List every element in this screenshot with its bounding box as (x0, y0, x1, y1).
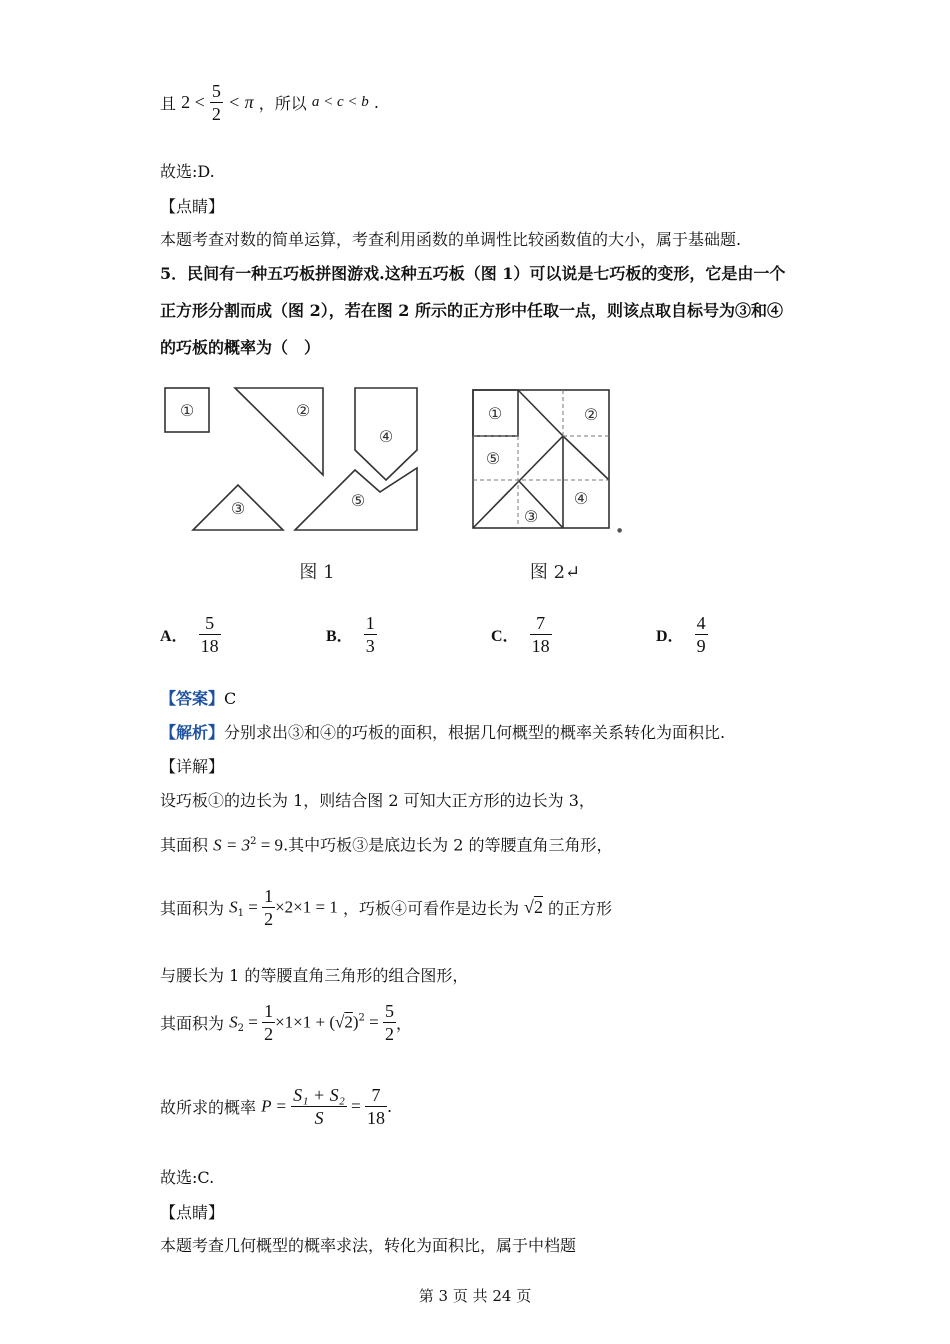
comment1-head: 【点睛】 (160, 197, 225, 216)
fig2-piece-2-edge (563, 436, 609, 480)
analysis-head: 【解析】 (160, 723, 225, 742)
sqrt-sign: √2 (524, 897, 543, 917)
option-a-fraction: $\frac{5}{18}$ (200, 613, 219, 656)
option-c[interactable] (491, 612, 552, 657)
comment1-text: 本题考查对数的简单运算，考查利用函数的单调性比较函数值的大小，属于基础题. (160, 230, 742, 249)
detail-line3: 其面积为 $S_1$ = $\frac{1}{2}$ ×2×1 = 1 ，巧板④可看作是边长为 √2 的正方形 (160, 886, 613, 929)
period: . (373, 93, 379, 112)
fig2-label-5: ⑤ (485, 449, 501, 468)
option-b[interactable] (326, 612, 377, 657)
detail-head: 【详解】 (160, 757, 225, 776)
answer-value: C (224, 689, 237, 708)
detail-line6: 故所求的概率 P = $\frac{\text{S₁ + S₂}}{S}$ = $\frac{7}{18}$ . (160, 1085, 393, 1128)
option-c-fraction: $\frac{7}{18}$ (531, 613, 550, 656)
tangram-figure (155, 380, 635, 590)
fig1-label-1: ① (179, 401, 195, 420)
final-answer: 故选:C. (160, 1168, 215, 1187)
fig2-label-4: ④ (573, 489, 589, 508)
comment2-text: 本题考查几何概型的概率求法，转化为面积比，属于中档题 (160, 1236, 577, 1255)
ineq-right: < π (227, 92, 254, 112)
option-a[interactable] (160, 612, 221, 657)
analysis-line (160, 723, 725, 743)
question-line3: 的巧板的概率为（ ） (160, 338, 321, 357)
detail-line5: 其面积为 $S_2$ = $\frac{1}{2}$ $\times 1\times 1 + (√2)^2$ = $\frac{5}{2}$ ， (160, 1001, 413, 1044)
frac-den: 2 (211, 104, 221, 124)
fig1-label-3: ③ (230, 499, 246, 518)
option-d[interactable] (656, 612, 708, 657)
fig1-label-5: ⑤ (350, 491, 366, 510)
page-footer: 第 3 页 共 24 页 (418, 1287, 532, 1305)
comment2-head: 【点睛】 (160, 1203, 225, 1222)
question-line2: 正方形分割而成（图 2），若在图 2 所示的正方形中任取一点，则该点取自标号为③和④ (160, 301, 783, 320)
detail-line4: 与腰长为 1 的等腰直角三角形的组合图形， (160, 966, 469, 985)
ineq-left: 2 < (181, 92, 205, 112)
fig1-label-2: ② (295, 401, 311, 420)
fig1-label-4: ④ (378, 427, 394, 446)
answer-head: 【答案】 (160, 689, 225, 708)
fig2-caption: 图 2↵ (529, 562, 581, 583)
option-b-label: B． (326, 628, 353, 645)
order-relation: a < c < b (311, 94, 369, 110)
detail-line2: 其面积 $S = 3^2 = 9$.其中巧板③是底边长为 2 的等腰直角三角形， (160, 835, 613, 855)
answer-line (160, 689, 236, 709)
svg-text:●: ● (617, 527, 623, 534)
fig2-label-1: ① (487, 404, 503, 423)
frac-num: 5 (211, 81, 221, 101)
conclusion: ，所以 (258, 94, 307, 113)
detail-line1: 设巧板①的边长为 1，则结合图 2 可知大正方形的边长为 3， (160, 791, 595, 810)
option-b-fraction: $\frac{1}{3}$ (365, 613, 375, 656)
top-inequality-line (160, 80, 379, 125)
five-halves-fraction (210, 80, 223, 125)
fig2-label-3: ③ (523, 507, 539, 526)
prev-answer: 故选:D. (160, 162, 215, 181)
option-d-label: D． (656, 628, 684, 645)
question-line1: 5．民间有一种五巧板拼图游戏.这种五巧板（图 1）可以说是七巧板的变形，它是由一个 (160, 264, 786, 283)
option-d-fraction: $\frac{4}{9}$ (696, 613, 706, 656)
fig2-label-2: ② (583, 405, 599, 424)
top-prefix: 且 (160, 94, 177, 113)
analysis-text: 分别求出③和④的巧板的面积，根据几何概型的概率关系转化为面积比. (224, 723, 726, 742)
option-c-label: C． (491, 628, 519, 645)
option-a-label: A． (160, 628, 188, 645)
fig1-caption: 图 1 (299, 562, 335, 583)
